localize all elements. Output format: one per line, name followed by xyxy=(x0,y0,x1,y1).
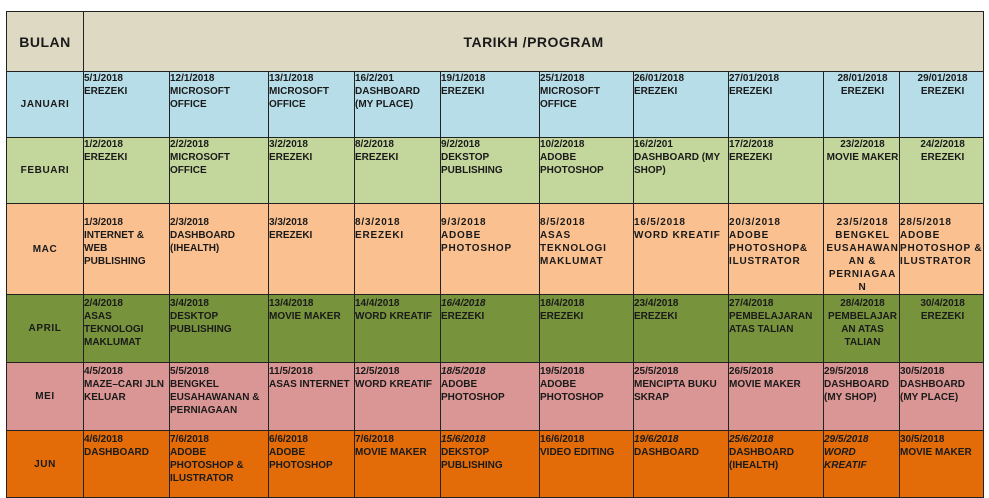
cell-program: EREZEKI xyxy=(840,86,885,97)
cell-date: 19/6/2018 xyxy=(634,434,679,445)
schedule-cell xyxy=(729,431,824,498)
cell-date: 11/5/2018 xyxy=(269,366,313,377)
row-mac xyxy=(7,204,984,295)
row-jun xyxy=(7,431,984,498)
cell-program: EREZEKI xyxy=(355,152,399,163)
schedule-cell xyxy=(355,138,441,204)
cell-date: 8/5/2018 xyxy=(540,217,586,228)
schedule-cell xyxy=(269,204,355,295)
cell-date: 24/2/2018 xyxy=(920,139,965,150)
schedule-cell xyxy=(634,295,729,363)
cell-program: MICROSOFT OFFICE xyxy=(269,86,329,110)
cell-date: 16/5/2018 xyxy=(634,217,686,228)
cell-program: DASHBOARD xyxy=(634,447,699,458)
month-label: MEI xyxy=(7,363,84,431)
cell-date: 14/4/2018 xyxy=(355,298,400,309)
schedule-cell xyxy=(84,295,170,363)
cell-date: 5/1/2018 xyxy=(84,73,123,84)
cell-date: 7/6/2018 xyxy=(355,434,394,445)
schedule-cell xyxy=(355,431,441,498)
cell-date: 16/2/201 xyxy=(634,139,673,150)
cell-date: 12/5/2018 xyxy=(355,366,400,377)
schedule-cell xyxy=(540,204,634,295)
schedule-cell xyxy=(355,204,441,295)
cell-date: 9/2/2018 xyxy=(441,139,480,150)
cell-program: ADOBE PHOTOSHOP xyxy=(269,447,333,471)
schedule-table xyxy=(6,11,984,498)
cell-program: ADOBE PHOTOSHOP xyxy=(540,152,604,176)
schedule-cell xyxy=(634,431,729,498)
schedule-cell xyxy=(84,138,170,204)
cell-program: EREZEKI xyxy=(441,311,485,322)
schedule-cell xyxy=(540,72,634,138)
cell-program: DESKTOP PUBLISHING xyxy=(170,311,232,335)
cell-date: 1/3/2018 xyxy=(84,217,123,228)
schedule-cell xyxy=(729,72,824,138)
cell-program: MENCIPTA BUKU SKRAP xyxy=(634,379,717,403)
schedule-cell xyxy=(84,204,170,295)
cell-program: WORD KREATIF xyxy=(634,230,721,241)
cell-program: DASHBOARD (MY SHOP) xyxy=(634,152,720,176)
cell-date: 4/6/2018 xyxy=(84,434,123,445)
cell-program: MICROSOFT OFFICE xyxy=(170,86,230,110)
schedule-cell xyxy=(729,138,824,204)
cell-program: MAZE–CARI JLN KELUAR xyxy=(84,379,165,403)
cell-date: 3/2/2018 xyxy=(269,139,308,150)
header-row xyxy=(7,12,984,72)
cell-program: DASHBOARD (MY SHOP) xyxy=(824,379,889,403)
schedule-cell xyxy=(900,72,984,138)
cell-program: MOVIE MAKER xyxy=(355,447,427,458)
cell-date: 2/2/2018 xyxy=(170,139,209,150)
cell-program: EREZEKI xyxy=(441,86,485,97)
schedule-cell xyxy=(170,363,269,431)
schedule-cell xyxy=(269,363,355,431)
cell-program: EREZEKI xyxy=(729,152,773,163)
month-label: JANUARI xyxy=(7,72,84,138)
schedule-cell xyxy=(441,204,540,295)
cell-program: WORD KREATIF xyxy=(355,379,433,390)
schedule-cell xyxy=(729,363,824,431)
schedule-cell xyxy=(729,295,824,363)
cell-program: DEKSTOP PUBLISHING xyxy=(441,447,503,471)
cell-program: ADOBE PHOTOSHOP & ILUSTRATOR xyxy=(170,447,244,484)
cell-program: WORD KREATIF xyxy=(355,311,433,322)
cell-program: ADOBE PHOTOSHOP xyxy=(441,379,505,403)
cell-date: 28/5/2018 xyxy=(900,217,952,228)
cell-date: 27/01/2018 xyxy=(729,73,780,84)
schedule-cell xyxy=(355,295,441,363)
cell-date: 28/4/2018 xyxy=(840,298,885,309)
cell-date: 19/5/2018 xyxy=(540,366,585,377)
schedule-cell xyxy=(729,204,824,295)
schedule-cell xyxy=(170,431,269,498)
schedule-cell xyxy=(824,204,900,295)
schedule-cell xyxy=(634,72,729,138)
cell-program: MICROSOFT OFFICE xyxy=(540,86,600,110)
schedule-cell xyxy=(634,363,729,431)
cell-date: 4/5/2018 xyxy=(84,366,123,377)
cell-date: 16/4/2018 xyxy=(441,298,486,309)
cell-date: 8/3/2018 xyxy=(355,217,401,228)
cell-date: 23/2/2018 xyxy=(840,139,885,150)
row-mei xyxy=(7,363,984,431)
cell-date: 20/3/2018 xyxy=(729,217,781,228)
schedule-cell xyxy=(170,138,269,204)
schedule-cell xyxy=(441,138,540,204)
cell-program: BENGKEL EUSAHAWAN AN & PERNIAGAAN xyxy=(826,230,899,293)
cell-program: EREZEKI xyxy=(920,311,965,322)
cell-date: 23/5/2018 xyxy=(836,217,889,228)
cell-program: ADOBE PHOTOSHOP& ILUSTRATOR xyxy=(729,230,808,267)
cell-program: DEKSTOP PUBLISHING xyxy=(441,152,503,176)
cell-program: MOVIE MAKER xyxy=(900,447,972,458)
schedule-cell xyxy=(540,295,634,363)
schedule-cell xyxy=(84,72,170,138)
cell-date: 3/4/2018 xyxy=(170,298,209,309)
cell-program: DASHBOARD (MY PLACE) xyxy=(900,379,965,403)
schedule-cell xyxy=(355,363,441,431)
cell-program: VIDEO EDITING xyxy=(540,447,615,458)
cell-program: WORD KREATIF xyxy=(824,447,867,471)
cell-date: 29/01/2018 xyxy=(917,73,968,84)
schedule-cell xyxy=(269,431,355,498)
cell-program: DASHBOARD (IHEALTH) xyxy=(729,447,794,471)
cell-date: 2/4/2018 xyxy=(84,298,123,309)
cell-date: 1/2/2018 xyxy=(84,139,123,150)
cell-date: 13/4/2018 xyxy=(269,298,314,309)
month-label: JUN xyxy=(7,431,84,498)
schedule-cell xyxy=(900,431,984,498)
schedule-cell xyxy=(355,72,441,138)
schedule-cell xyxy=(170,204,269,295)
cell-program: EREZEKI xyxy=(540,311,584,322)
cell-date: 7/6/2018 xyxy=(170,434,209,445)
cell-program: EREZEKI xyxy=(355,230,404,241)
schedule-cell xyxy=(269,72,355,138)
schedule-cell xyxy=(824,72,900,138)
month-label: APRIL xyxy=(7,295,84,363)
schedule-cell xyxy=(540,138,634,204)
cell-date: 13/1/2018 xyxy=(269,73,314,84)
cell-date: 15/6/2018 xyxy=(441,434,486,445)
cell-date: 18/4/2018 xyxy=(540,298,585,309)
cell-program: DASHBOARD (MY PLACE) xyxy=(355,86,420,110)
cell-program: EREZEKI xyxy=(729,86,773,97)
schedule-cell xyxy=(634,204,729,295)
schedule-cell xyxy=(540,431,634,498)
cell-date: 30/5/2018 xyxy=(900,434,945,445)
cell-program: EREZEKI xyxy=(634,311,678,322)
cell-date: 29/5/2018 xyxy=(824,434,869,445)
schedule-cell xyxy=(824,295,900,363)
cell-program: ADOBE PHOTOSHOP & ILUSTRATOR xyxy=(900,230,983,267)
cell-program: EREZEKI xyxy=(920,86,965,97)
row-febuari xyxy=(7,138,984,204)
cell-date: 28/01/2018 xyxy=(837,73,888,84)
cell-date: 12/1/2018 xyxy=(170,73,215,84)
cell-program: PEMBELAJAR AN ATAS TALIAN xyxy=(828,311,897,348)
cell-date: 30/5/2018 xyxy=(900,366,945,377)
schedule-cell xyxy=(900,295,984,363)
cell-program: MICROSOFT OFFICE xyxy=(170,152,230,176)
cell-date: 25/5/2018 xyxy=(634,366,679,377)
cell-program: ASAS TEKNOLOGI MAKLUMAT xyxy=(84,311,144,348)
schedule-cell xyxy=(441,72,540,138)
cell-date: 26/5/2018 xyxy=(729,366,774,377)
cell-program: INTERNET & WEB PUBLISHING xyxy=(84,230,146,267)
cell-program: EREZEKI xyxy=(269,230,313,241)
cell-program: ADOBE PHOTOSHOP xyxy=(441,230,512,254)
schedule-cell xyxy=(170,295,269,363)
cell-date: 9/3/2018 xyxy=(441,217,487,228)
cell-program: MOVIE MAKER xyxy=(269,311,341,322)
cell-date: 19/1/2018 xyxy=(441,73,486,84)
schedule-cell xyxy=(441,363,540,431)
schedule-cell xyxy=(441,295,540,363)
cell-program: EREZEKI xyxy=(269,152,313,163)
cell-date: 25/1/2018 xyxy=(540,73,585,84)
table-title: TARIKH /PROGRAM xyxy=(84,12,984,72)
cell-date: 26/01/2018 xyxy=(634,73,685,84)
cell-program: ASAS INTERNET xyxy=(269,379,350,390)
schedule-cell xyxy=(540,363,634,431)
cell-program: DASHBOARD (IHEALTH) xyxy=(170,230,235,254)
cell-date: 29/5/2018 xyxy=(824,366,869,377)
schedule-cell xyxy=(269,295,355,363)
schedule-cell xyxy=(900,204,984,295)
cell-program: EREZEKI xyxy=(84,152,128,163)
cell-program: MOVIE MAKER xyxy=(729,379,801,390)
cell-date: 8/2/2018 xyxy=(355,139,394,150)
cell-program: PEMBELAJARAN ATAS TALIAN xyxy=(729,311,813,335)
month-label: FEBUARI xyxy=(7,138,84,204)
cell-date: 27/4/2018 xyxy=(729,298,774,309)
cell-date: 18/5/2018 xyxy=(441,366,486,377)
schedule-cell xyxy=(84,363,170,431)
cell-date: 25/6/2018 xyxy=(729,434,774,445)
cell-program: BENGKEL EUSAHAWANAN & PERNIAGAAN xyxy=(170,379,260,416)
schedule-cell xyxy=(84,431,170,498)
schedule-cell xyxy=(269,138,355,204)
cell-date: 5/5/2018 xyxy=(170,366,209,377)
month-label: MAC xyxy=(7,204,84,295)
cell-date: 6/6/2018 xyxy=(269,434,308,445)
cell-program: EREZEKI xyxy=(920,152,965,163)
schedule-cell xyxy=(634,138,729,204)
cell-date: 10/2/2018 xyxy=(540,139,585,150)
cell-date: 3/3/2018 xyxy=(269,217,308,228)
cell-program: MOVIE MAKER xyxy=(826,152,899,163)
schedule-cell xyxy=(900,138,984,204)
schedule-cell xyxy=(824,138,900,204)
cell-program: EREZEKI xyxy=(84,86,128,97)
cell-date: 16/2/201 xyxy=(355,73,394,84)
row-januari xyxy=(7,72,984,138)
cell-program: ASAS TEKNOLOGI MAKLUMAT xyxy=(540,230,607,267)
schedule-cell xyxy=(900,363,984,431)
schedule-cell xyxy=(441,431,540,498)
cell-date: 30/4/2018 xyxy=(920,298,965,309)
cell-program: DASHBOARD xyxy=(84,447,149,458)
schedule-cell xyxy=(170,72,269,138)
month-column-header: BULAN xyxy=(7,12,84,72)
cell-date: 16/6/2018 xyxy=(540,434,585,445)
schedule-cell xyxy=(824,363,900,431)
schedule-cell xyxy=(824,431,900,498)
cell-program: ADOBE PHOTOSHOP xyxy=(540,379,604,403)
cell-date: 23/4/2018 xyxy=(634,298,679,309)
cell-date: 17/2/2018 xyxy=(729,139,774,150)
cell-program: EREZEKI xyxy=(634,86,678,97)
cell-date: 2/3/2018 xyxy=(170,217,209,228)
row-april xyxy=(7,295,984,363)
